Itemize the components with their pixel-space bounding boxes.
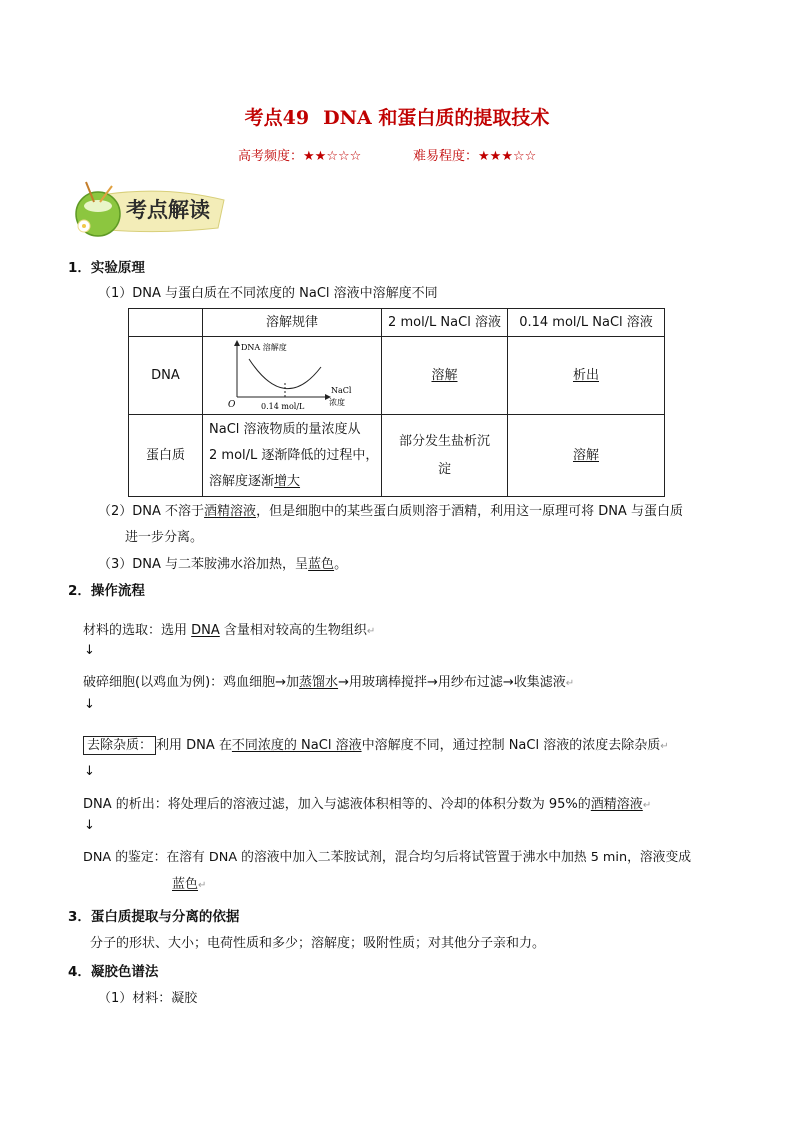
frequency-label: 高考频度： (238, 149, 304, 164)
flow-step-material: 材料的选取：选用 DNA 含量相对较高的生物组织↵ (83, 623, 376, 638)
flow-arrow-1: ↓ (84, 643, 95, 658)
section2-heading: 2．操作流程 (68, 583, 145, 599)
flow-arrow-2: ↓ (84, 697, 95, 712)
flow-arrow-4: ↓ (84, 818, 95, 833)
section3-text: 分子的形状、大小；电荷性质和多少；溶解度；吸附性质；对其他分子亲和力。 (90, 936, 546, 951)
section3-heading: 3．蛋白质提取与分离的依据 (68, 909, 240, 925)
flow-step-breaking: 破碎细胞(以鸡血为例)：鸡血细胞→加蒸馏水→用玻璃棒搅拌→用纱布过滤→收集滤液↵ (83, 675, 575, 690)
row-protein-014mol: 溶解 (508, 415, 665, 497)
table-header-rule: 溶解规律 (203, 309, 382, 337)
title-number: 考点49 (244, 107, 310, 129)
row-protein-label: 蛋白质 (129, 415, 203, 497)
section1-item1: （1）DNA 与蛋白质在不同浓度的 NaCl 溶液中溶解度不同 (98, 286, 438, 301)
title-text: DNA 和蛋白质的提取技术 (323, 107, 550, 129)
section1-item2: （2）DNA 不溶于酒精溶液，但是细胞中的某些蛋白质则溶于酒精，利用这一原理可将 DNA 与蛋白质 (98, 504, 683, 519)
table-header-empty (129, 309, 203, 337)
row-dna-2mol: 溶解 (382, 337, 508, 415)
graph-origin: O (228, 399, 236, 410)
graph-xtick: 0.14 mol/L (261, 401, 305, 411)
banner-title: 考点解读 (126, 197, 210, 222)
page-title (0, 103, 794, 130)
graph-xlabel-2: 浓度 (329, 397, 345, 407)
table-header-014mol: 0.14 mol/L NaCl 溶液 (508, 309, 665, 337)
graph-ylabel: DNA 溶解度 (241, 342, 287, 352)
difficulty-label: 难易程度： (413, 149, 479, 164)
section4-heading: 4．凝胶色谱法 (68, 964, 159, 980)
flow-step-identify: DNA 的鉴定：在溶有 DNA 的溶液中加入二苯胺试剂，混合均匀后将试管置于沸水中加热 5 min，溶液变成 (83, 850, 692, 865)
table-header-2mol: 2 mol/L NaCl 溶液 (382, 309, 508, 337)
section1-item3: （3）DNA 与二苯胺沸水浴加热，呈蓝色。 (98, 557, 348, 572)
section-banner (68, 180, 228, 240)
section1-item2-cont: 进一步分离。 (125, 530, 204, 545)
dna-solubility-graph (207, 339, 377, 413)
frequency-stars: ★★☆☆☆ (303, 149, 362, 164)
row-protein-rule: NaCl 溶液物质的量浓度从 2 mol/L 逐渐降低的过程中， 溶解度逐渐增大 (203, 415, 382, 497)
difficulty (413, 145, 536, 164)
frequency (238, 145, 361, 164)
difficulty-stars: ★★★☆☆ (478, 149, 537, 164)
purify-label-box: 去除杂质： (83, 736, 156, 755)
dna-solubility-graph-cell (203, 337, 382, 415)
row-dna-label: DNA (129, 337, 203, 415)
flow-step-purify: 去除杂质： 利用 DNA 在不同浓度的 NaCl 溶液中溶解度不同，通过控制 NaCl 溶液的浓度去除杂质↵ (83, 734, 669, 753)
flow-step-identify-cont: 蓝色↵ (172, 877, 207, 892)
graph-xlabel-1: NaCl (331, 385, 352, 395)
section1-heading: 1．实验原理 (68, 260, 145, 276)
row-protein-2mol: 部分发生盐析沉 淀 (382, 415, 508, 497)
row-dna-014mol: 析出 (508, 337, 665, 415)
section4-item1: （1）材料：凝胶 (98, 991, 198, 1006)
solubility-table (128, 308, 665, 497)
flow-step-precipitate: DNA 的析出：将处理后的溶液过滤，加入与滤液体积相等的、冷却的体积分数为 95%的酒精溶液↵ (83, 797, 652, 812)
flow-arrow-3: ↓ (84, 764, 95, 779)
